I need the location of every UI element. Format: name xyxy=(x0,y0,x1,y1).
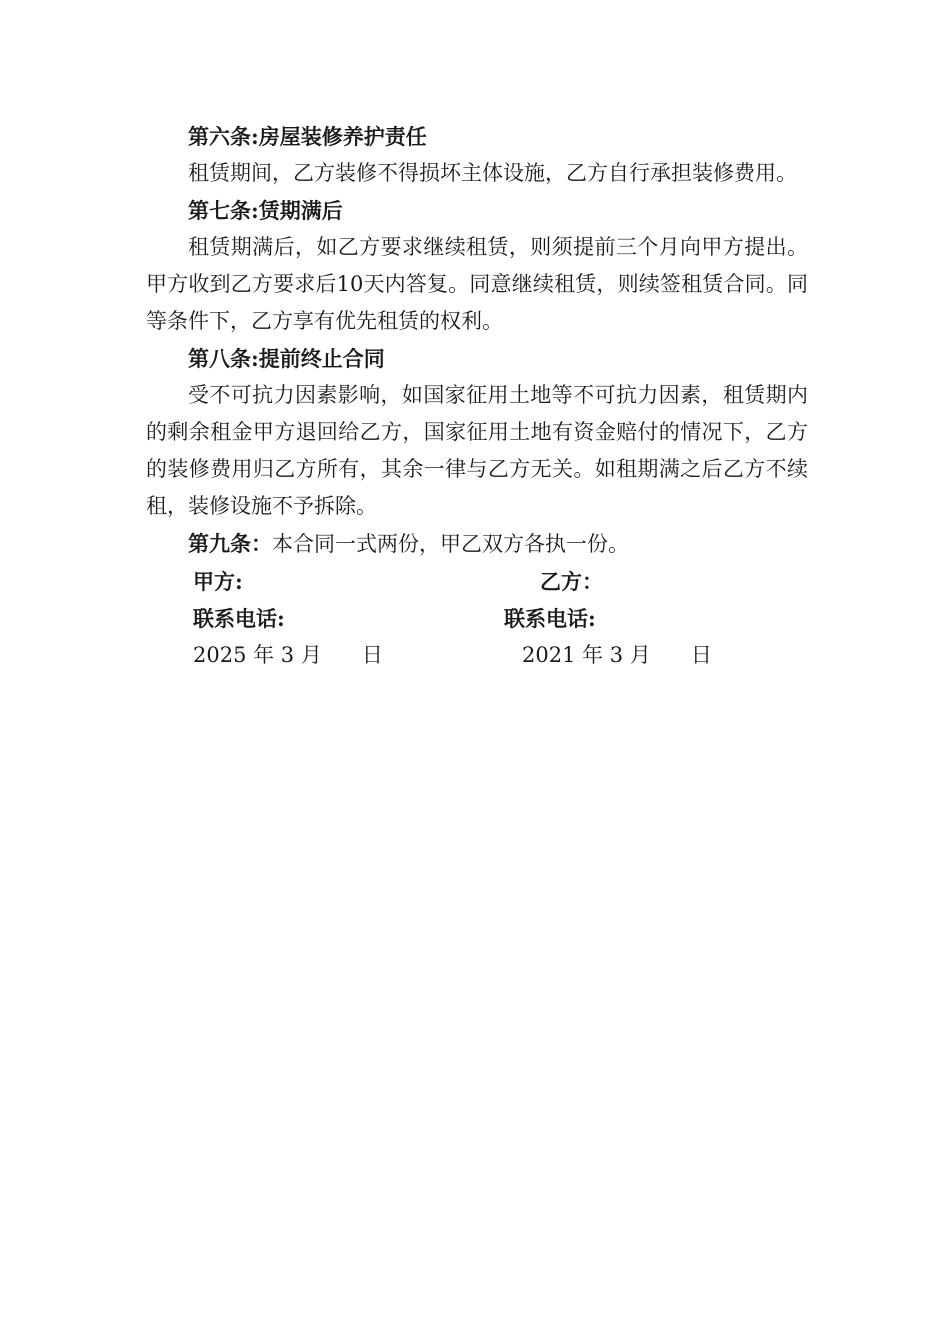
article8-body: 受不可抗力因素影响，如国家征用土地等不可抗力因素，租赁期内的剩余租金甲方退回给乙方，国家征用土地有资金赔付的情况下，乙方的装修费用归乙方所有，其余一律与乙方无关。如租期满之后乙方不续租，装修设施不予拆除。 xyxy=(146,383,808,518)
party-a-label: 甲方: xyxy=(193,569,243,594)
phone-row xyxy=(146,600,808,637)
phone-a-label: 联系电话: xyxy=(193,606,285,631)
article8-heading: 第八条:提前终止合同 xyxy=(188,346,385,371)
article9-paragraph xyxy=(146,525,808,563)
article6-heading: 第六条:房屋装修养护责任 xyxy=(188,124,427,149)
date-a: 2025 年 3 月 日 xyxy=(193,643,383,667)
date-row xyxy=(146,637,808,674)
article7-heading: 第七条:赁期满后 xyxy=(188,198,343,223)
article9-body: 本合同一式两份，甲乙双方各执一份。 xyxy=(272,532,629,556)
party-b-label: 乙方： xyxy=(540,569,603,594)
party-row xyxy=(146,563,808,600)
article9-label: 第九条： xyxy=(188,531,272,556)
contract-content xyxy=(146,118,808,674)
article6-body: 租赁期间，乙方装修不得损坏主体设施，乙方自行承担装修费用。 xyxy=(188,161,797,185)
article7-body: 租赁期满后，如乙方要求继续租赁，则须提前三个月向甲方提出。甲方收到乙方要求后10天内答复。同意继续租赁，则续签租赁合同。同等条件下，乙方享有优先租赁的权利。 xyxy=(146,235,808,333)
phone-b-label: 联系电话: xyxy=(504,606,596,631)
date-b: 2021 年 3 月 日 xyxy=(522,643,712,667)
